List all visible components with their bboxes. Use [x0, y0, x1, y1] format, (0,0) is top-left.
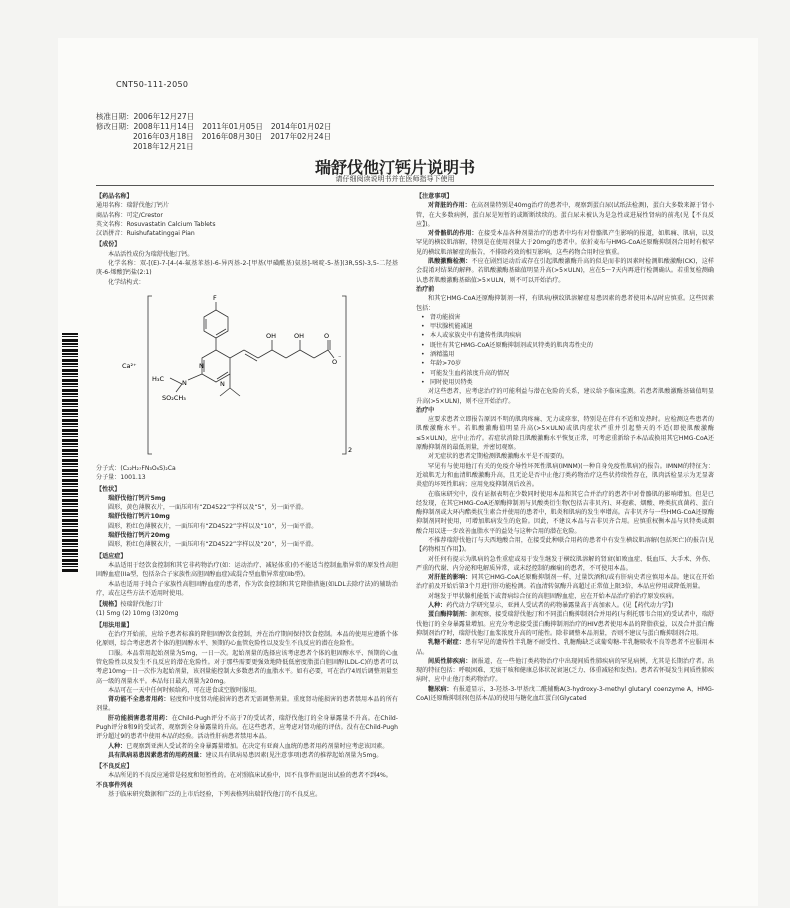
usage-text: 在治疗开始前，应给予患者标准的降胆固醇饮食控制，并在治疗期间保持饮食控制。本品的使用应遵循个体化原则，综合考虑患者个体的胆固醇水平、预期的心血管危险性以及发生不良反应的潜在危险性。: [96, 631, 398, 648]
date-entry: 2011年01月05日: [202, 122, 263, 131]
during-treatment-text: 罕见有与使用他汀有关的免疫介导性坏死性肌病(IMNM)(一种自身免疫性肌病)的报告。IMNM的特征为：近端肌无力和血清肌酸激酶升高，且无论是否中止他汀类药物治疗这些状持续性存在，肌肉活检显示为无显著炎症的坏死性肌病；应用免疫抑制剂后改善。: [416, 462, 714, 489]
barcode: [62, 333, 78, 573]
chemical-structure: [96, 288, 398, 462]
section-header-usage: 【用法用量】: [96, 621, 133, 629]
precaution-list: [416, 201, 714, 285]
chem-label-oh1: OH: [266, 331, 277, 340]
usage-special-text: 建议具有肌病易患因素(见注意事项)患者的推荐起始剂量为5mg。: [205, 751, 383, 759]
before-treatment-note: 对这些患者，应考虑治疗的可能利益与潜在危险的关系，建议给予临床监测。若患者肌酸激酶基础值明显升高(>5×ULN)，则不应开始治疗。: [416, 388, 714, 405]
chem-label-oxo: O: [324, 331, 330, 340]
date-entry: 2016年08月30日: [201, 132, 263, 141]
pinyin-name: 汉语拼音：Ruishufatatinggai Pian: [96, 230, 195, 238]
chem-label-calcium: Ca²⁺: [122, 361, 137, 370]
precaution-item: [416, 685, 714, 704]
usage-special-text: 轻度和中度肾功能损害的患者无需调整剂量。重度肾功能损害的患者禁用本品的所有剂量。: [96, 696, 398, 713]
indication-text: 本品适用于经饮食控制和其它非药物治疗(如：运动治疗、减轻体重)仍不能适当控制血脂异常的原发性高胆固醇血症(IIa型，包括杂合子家族性高胆固醇血症)或混合型血脂异常症(IIb型)。: [96, 561, 398, 579]
chem-label-methyl: H₃C: [152, 374, 165, 383]
structure-label: 化学结构式：: [108, 278, 145, 286]
precaution-item: [416, 257, 714, 285]
precaution-label: 间质性肺疾病：: [428, 657, 472, 665]
usage-special-item: [96, 714, 398, 742]
during-treatment-text: 应要求患者立即报告原因不明的肌肉疼痛、无力或痉挛，特别是在伴有不适和发热时。应检测这些患者的肌酸激酶水平。若肌酸激酶值明显升高(>5×ULN)或肌肉症状严重并引起整天的不适(即使肌酸激酶≤5×ULN)，应中止治疗。若症状消除且肌酸激酶水平恢复正常，可考虑重新给予本品或换用其它HMG-CoA还原酶抑制剂的最低剂量，并密切观察。: [416, 416, 714, 452]
revision-dates: [96, 112, 340, 152]
document-title: 瑞舒伐他汀钙片说明书: [314, 158, 475, 177]
precaution-text: 据报道，在一些他汀类药物治疗中出现间质性肺疾病的罕见病例，尤其是长期治疗者。出现的特征包括：呼吸困难、无痰干咳和健康总体状况衰退(乏力、体重减轻和发热)。患者若怀疑发生间质性肺疾病时，应中止他汀类药物治疗。: [416, 657, 715, 684]
section-header-character: 【性状】: [96, 485, 121, 493]
precaution-text: 在接受本品各种剂量治疗的患者中均有对骨骼肌产生影响的报道，如肌痛、肌病，以及罕见的横纹肌溶解，特别是在使用剂量大于20mg的患者中。依折麦布与HMG-CoA还原酶抑制剂合用时有极罕见的横纹肌溶解症的报告，不排除药效的相互影响，这些药物合用时应慎重。: [416, 230, 715, 256]
spec-text: 按瑞舒伐他汀计: [120, 601, 164, 609]
risk-factor-list: [416, 313, 714, 387]
during-treatment-list: [416, 415, 714, 573]
section-header-precautions: 【注意事项】: [416, 193, 453, 200]
risk-factor-item: • 年龄>70岁: [430, 359, 714, 368]
before-treatment-title: 治疗前: [416, 285, 435, 293]
during-treatment-text: 在临床研究中，没有证据表明在少数同时使用本品和其它合并治疗的患者中对骨骼肌的影响增加。但是已经发现，在其它HMG-CoA还原酶抑制剂与贝酸类衍生物(包括吉非贝齐)、环孢素、烟酸、唑类抗真菌药、蛋白酶抑制剂或大环内酯类抗生素合并使用的患者中，肌炎和肌病的发生率增高。吉非贝齐与一些HMG-CoA还原酶抑制剂同时使用，可增加肌病发生的危险。因此，不建议本品与吉非贝齐合用。应慎重权衡本品与贝特类或烟酸合用以进一步改善血脂水平的益处与这种合用的潜在危险。: [416, 490, 714, 535]
chem-label-n3: N: [182, 378, 187, 387]
section-header-adverse-reactions: 【不良反应】: [96, 763, 133, 771]
tablet-description: 圆形，黄色薄膜衣片，一面压印有“ZD4522”字样以及“5”，另一面平滑。: [108, 504, 308, 512]
header-divider: [96, 185, 714, 186]
during-treatment-text: 对任何有提示为肌病的急性重症或易于发生继发于横纹肌溶解的肾衰(如败血症、低血压、大手术、外伤、严重的代谢、内分泌和电解质异常，或未经控制的癫痫)的患者，不可使用本品。: [416, 555, 714, 572]
composition-text: 本品活性成份为瑞舒伐他汀钙。: [108, 250, 194, 258]
section-header-indication: 【适应症】: [96, 552, 127, 560]
molecular-formula: 分子式：(C₂₂H₂₇FN₃O₆S)₂Ca: [96, 464, 176, 472]
risk-factor-item: • 同时使用贝特类: [430, 378, 714, 387]
precaution-label: 肌酸激酶检测：: [428, 258, 472, 266]
tablet-description: 圆形，粉红色薄膜衣片，一面压印有“ZD4522”字样以及“10”，另一面平滑。: [108, 522, 318, 530]
date-row: [96, 122, 340, 132]
precaution-text: 不应在剧烈运动后或存在引起肌酸激酶升高的似是而非的因素时检测肌酸激酶(CK)，这样会混淆对结果的解释。若肌酸激酶基础值明显升高(>5×ULN)，应在5～7天内再进行检测确认。若重复检测确认患者肌酸激酶基础值>5×ULN，则不可以开始治疗。: [416, 258, 714, 284]
chem-label-n2: N: [220, 379, 225, 388]
precaution-label: 人种：: [428, 602, 447, 610]
usage-special-text: 已观察到亚洲人受试者的全身暴露量增加。在决定有亚裔人血统的患者用药剂量时应考虑该因素。: [126, 742, 389, 750]
spec-header: 【规格】: [96, 601, 121, 609]
risk-factor-item: • 可能发生血药浓度升高的情况: [430, 369, 714, 378]
usage-special-label: 人种：: [108, 742, 127, 750]
chem-label-subscript: 2: [348, 445, 353, 454]
precaution-text: 药代动力学研究显示，亚洲人受试者的药物暴露量高于高加索人。(见【药代动力学】): [446, 602, 674, 610]
usage-text: 本品可在一天中任何时候给药，可在进食或空腹时服用。: [108, 686, 261, 694]
date-row: [96, 112, 340, 122]
chem-label-carboxylate: O: [332, 357, 338, 366]
precaution-label: 糖尿病：: [428, 685, 453, 693]
date-entry: 2016年03月18日: [133, 132, 194, 141]
date-entry: 2014年01月02日: [270, 122, 332, 131]
precaution-label: 乳糖不耐症：: [428, 639, 466, 647]
risk-factor-item: • 甲状腺机能减退: [430, 322, 714, 331]
usage-special-item: [96, 751, 398, 760]
chem-label-oh2: OH: [294, 331, 305, 340]
during-treatment-text: 不推荐瑞舒伐他汀与夫西地酸合用，在接受此种联合用药的患者中有发生横纹肌溶解(包括死亡)的报告(见【药物相互作用】)。: [416, 536, 714, 554]
tablet-strength: 瑞舒伐他汀钙片20mg: [108, 532, 170, 540]
precaution-item: [416, 201, 714, 229]
precaution-text: 对继发于甲状腺机能低下或肾病综合征的高胆固醇血症，应在开始本品治疗前治疗原发疾病。: [428, 592, 678, 600]
precaution-item: [416, 229, 714, 257]
usage-special-label: 肝功能损害患者用药：: [108, 714, 172, 722]
chem-label-fluorine: F: [213, 293, 217, 302]
precaution-text: 在高剂量特别是40mg治疗的患者中，观察到蛋白尿(试纸法检测)，蛋白大多数来源于肾小管，在大多数病例，蛋白尿是短暂的或断断续续的。蛋白尿未被认为是急性或进展性肾病的前兆(见【不良反应】)。: [416, 202, 715, 228]
left-column: [96, 190, 398, 799]
chem-label-n1: N: [199, 361, 204, 370]
precaution-item: [416, 573, 714, 592]
precaution-item: [416, 657, 714, 685]
risk-factor-item: • 酒精滥用: [430, 350, 714, 359]
precaution-item: [416, 610, 714, 638]
right-column: [416, 190, 714, 703]
date-entry: 2017年02月24日: [270, 132, 332, 141]
precaution-list-2: [416, 573, 714, 703]
precaution-label: 对肝脏的影响：: [428, 574, 472, 582]
character-list: [96, 494, 398, 550]
date-entry: 2018年12月21日: [133, 142, 194, 151]
usage-special-label: 肾功能不全患者用药：: [108, 696, 170, 704]
date-entry: 核准日期：2006年12月27日: [96, 112, 195, 121]
tablet-strength: 瑞舒伐他汀钙片5mg: [108, 494, 166, 502]
section-header-composition: 【成份】: [96, 241, 121, 249]
precaution-text: 据观察，接受瑞舒伐他汀和不同蛋白酶抑制剂合并用药(与利托那韦合用)的受试者中，瑞舒伐他汀的全身暴露量增加。应充分考虑接受蛋白酶抑制剂治疗的HIV患者使用本品的降脂获益，以及合并蛋白酶抑制剂治疗时，瑞舒伐他汀血浆浓度升高的可能性。除非调整本品剂量，否则不建议与蛋白酶抑制剂合用。: [416, 611, 714, 637]
usage-special-list: [96, 695, 398, 760]
precaution-item: [416, 592, 714, 601]
risk-factor-item: • 本人或家族史中有遗传性肌肉疾病: [430, 331, 714, 340]
section-header-drug-name: 【药品名称】: [96, 193, 133, 200]
english-name: 英文名称：Rosuvastatin Calcium Tablets: [96, 220, 216, 228]
section-header-specification: [96, 600, 398, 609]
usage-special-item: [96, 695, 398, 714]
risk-factor-item: • 肾功能损害: [430, 313, 714, 322]
date-entry: 修改日期：2008年11月14日: [96, 122, 195, 131]
adverse-table-title: 不良事件列表: [96, 781, 133, 789]
precaution-item: [416, 601, 714, 610]
usage-special-label: 具有肌病易患因素患者的用药剂量：: [108, 751, 206, 759]
tablet-description: 圆形，粉红色薄膜衣片，一面压印有“ZD4522”字样以及“20”，另一面平滑。: [108, 541, 318, 549]
adverse-text: 基于临床研究数据和广泛的上市后经验，下列表格列出瑞舒伐他汀的不良反应。: [108, 791, 322, 799]
before-treatment-text: 和其它HMG-CoA还原酶抑制剂一样，有肌病/横纹肌溶解症易患因素的患者使用本品时应慎重。这些因素包括：: [416, 295, 714, 312]
precaution-label: 对肾脏的作用：: [428, 202, 471, 210]
chem-label-sulfonyl: SO₂CH₃: [162, 393, 186, 402]
precaution-item: [416, 638, 714, 657]
during-treatment-text: 对无症状的患者定期检测肌酸激酶水平是不需要的。: [428, 453, 569, 461]
date-row: [96, 132, 340, 142]
precaution-text: 患有罕见的遗传性半乳糖不耐受性、乳糖酶缺乏或葡萄糖-半乳糖吸收不良等患者不应服用本品。: [416, 639, 715, 656]
usage-text: 口服。本品常用起始剂量为5mg，一日一次。起始剂量的选择应该考虑患者个体的胆固醇水平、预期的心血管危险性以及发生不良反应的潜在危险性。对于那些需要更强效地降低低密度脂蛋白胆固醇(LDL-C)的患者可以考虑10mg一日一次作为起始剂量，该剂量能控制大多数患者的血脂水平。如有必要，可在治疗4周后调整剂量至高一级的剂量水平。本品每日最大剂量为20mg。: [96, 649, 398, 685]
precaution-label: 蛋白酶抑制剂：: [428, 611, 471, 619]
chem-label-charge: ⁻: [338, 353, 342, 362]
date-row: [96, 142, 340, 152]
molecular-weight: 分子量：1001.13: [96, 474, 146, 482]
generic-name: 通用名称：瑞舒伐他汀钙片: [96, 202, 170, 210]
precaution-label: 对骨骼肌的作用：: [428, 230, 478, 238]
usage-special-item: [96, 742, 398, 751]
precaution-text: 同其它HMG-CoA还原酶抑制剂一样，过量饮酒和/或有肝病史者应慎用本品。建议在开始治疗前及开始后第3个月进行肝功能检测。若血清转氨酶升高超过正常值上限3倍，本品应停用或降低剂量。: [416, 574, 715, 591]
trade-name: 商品名称：可定/Crestor: [96, 211, 163, 219]
document-subtitle: 请仔细阅读说明书并在医师指导下使用: [335, 175, 455, 183]
indication-text: 本品也适用于纯合子家族性高胆固醇血症的患者，作为饮食控制和其它降脂措施(如LDL去除疗法)的辅助治疗，或在这些方法不适用时使用。: [96, 580, 398, 597]
risk-factor-item: • 既往有其它HMG-CoA还原酶抑制剂或贝特类的肌肉毒性史的: [430, 341, 714, 350]
document-id: CNT50-111-2050: [116, 80, 189, 89]
usage-special-text: 在Child-Pugh评分不高于7的受试者，瑞舒伐他汀的全身暴露量不升高。在Child-Pugh评分8和9的受试者，观察到全身暴露量的升高。在这些患者，应考虑对肾功能的评估。没有在Child-Pugh评分超过9的患者中使用本品的经验。活动性肝病患者禁用本品。: [96, 714, 398, 741]
tablet-strength: 瑞舒伐他汀钙片10mg: [108, 513, 170, 521]
during-treatment-title: 治疗中: [416, 406, 435, 414]
precaution-text: 有报道显示，3-羟基-3-甲基戊二酰辅酶A(3-hydroxy-3-methyl glutaryl coenzyme A，HMG-CoA)还原酶抑制剂(包括本品)的使用与糖化血红蛋白(Glycated: [416, 685, 715, 703]
spec-values: (1) 5mg (2) 10mg (3)20mg: [96, 610, 179, 618]
adverse-text: 本品所见的不良反应通常是轻度和短暂性的。在对照临床试验中，因不良事件而退出试验的患者不到4%。: [108, 772, 392, 780]
chemical-name: 化学名称：双-[(E)-7-[4-(4-氟基苯基)-6-异丙基-2-[甲基(甲磺酰基)氨基]-嘧啶-5-基](3R,5S)-3,5-二羟基庚-6-烯酸]钙盐(2:1): [96, 260, 398, 277]
